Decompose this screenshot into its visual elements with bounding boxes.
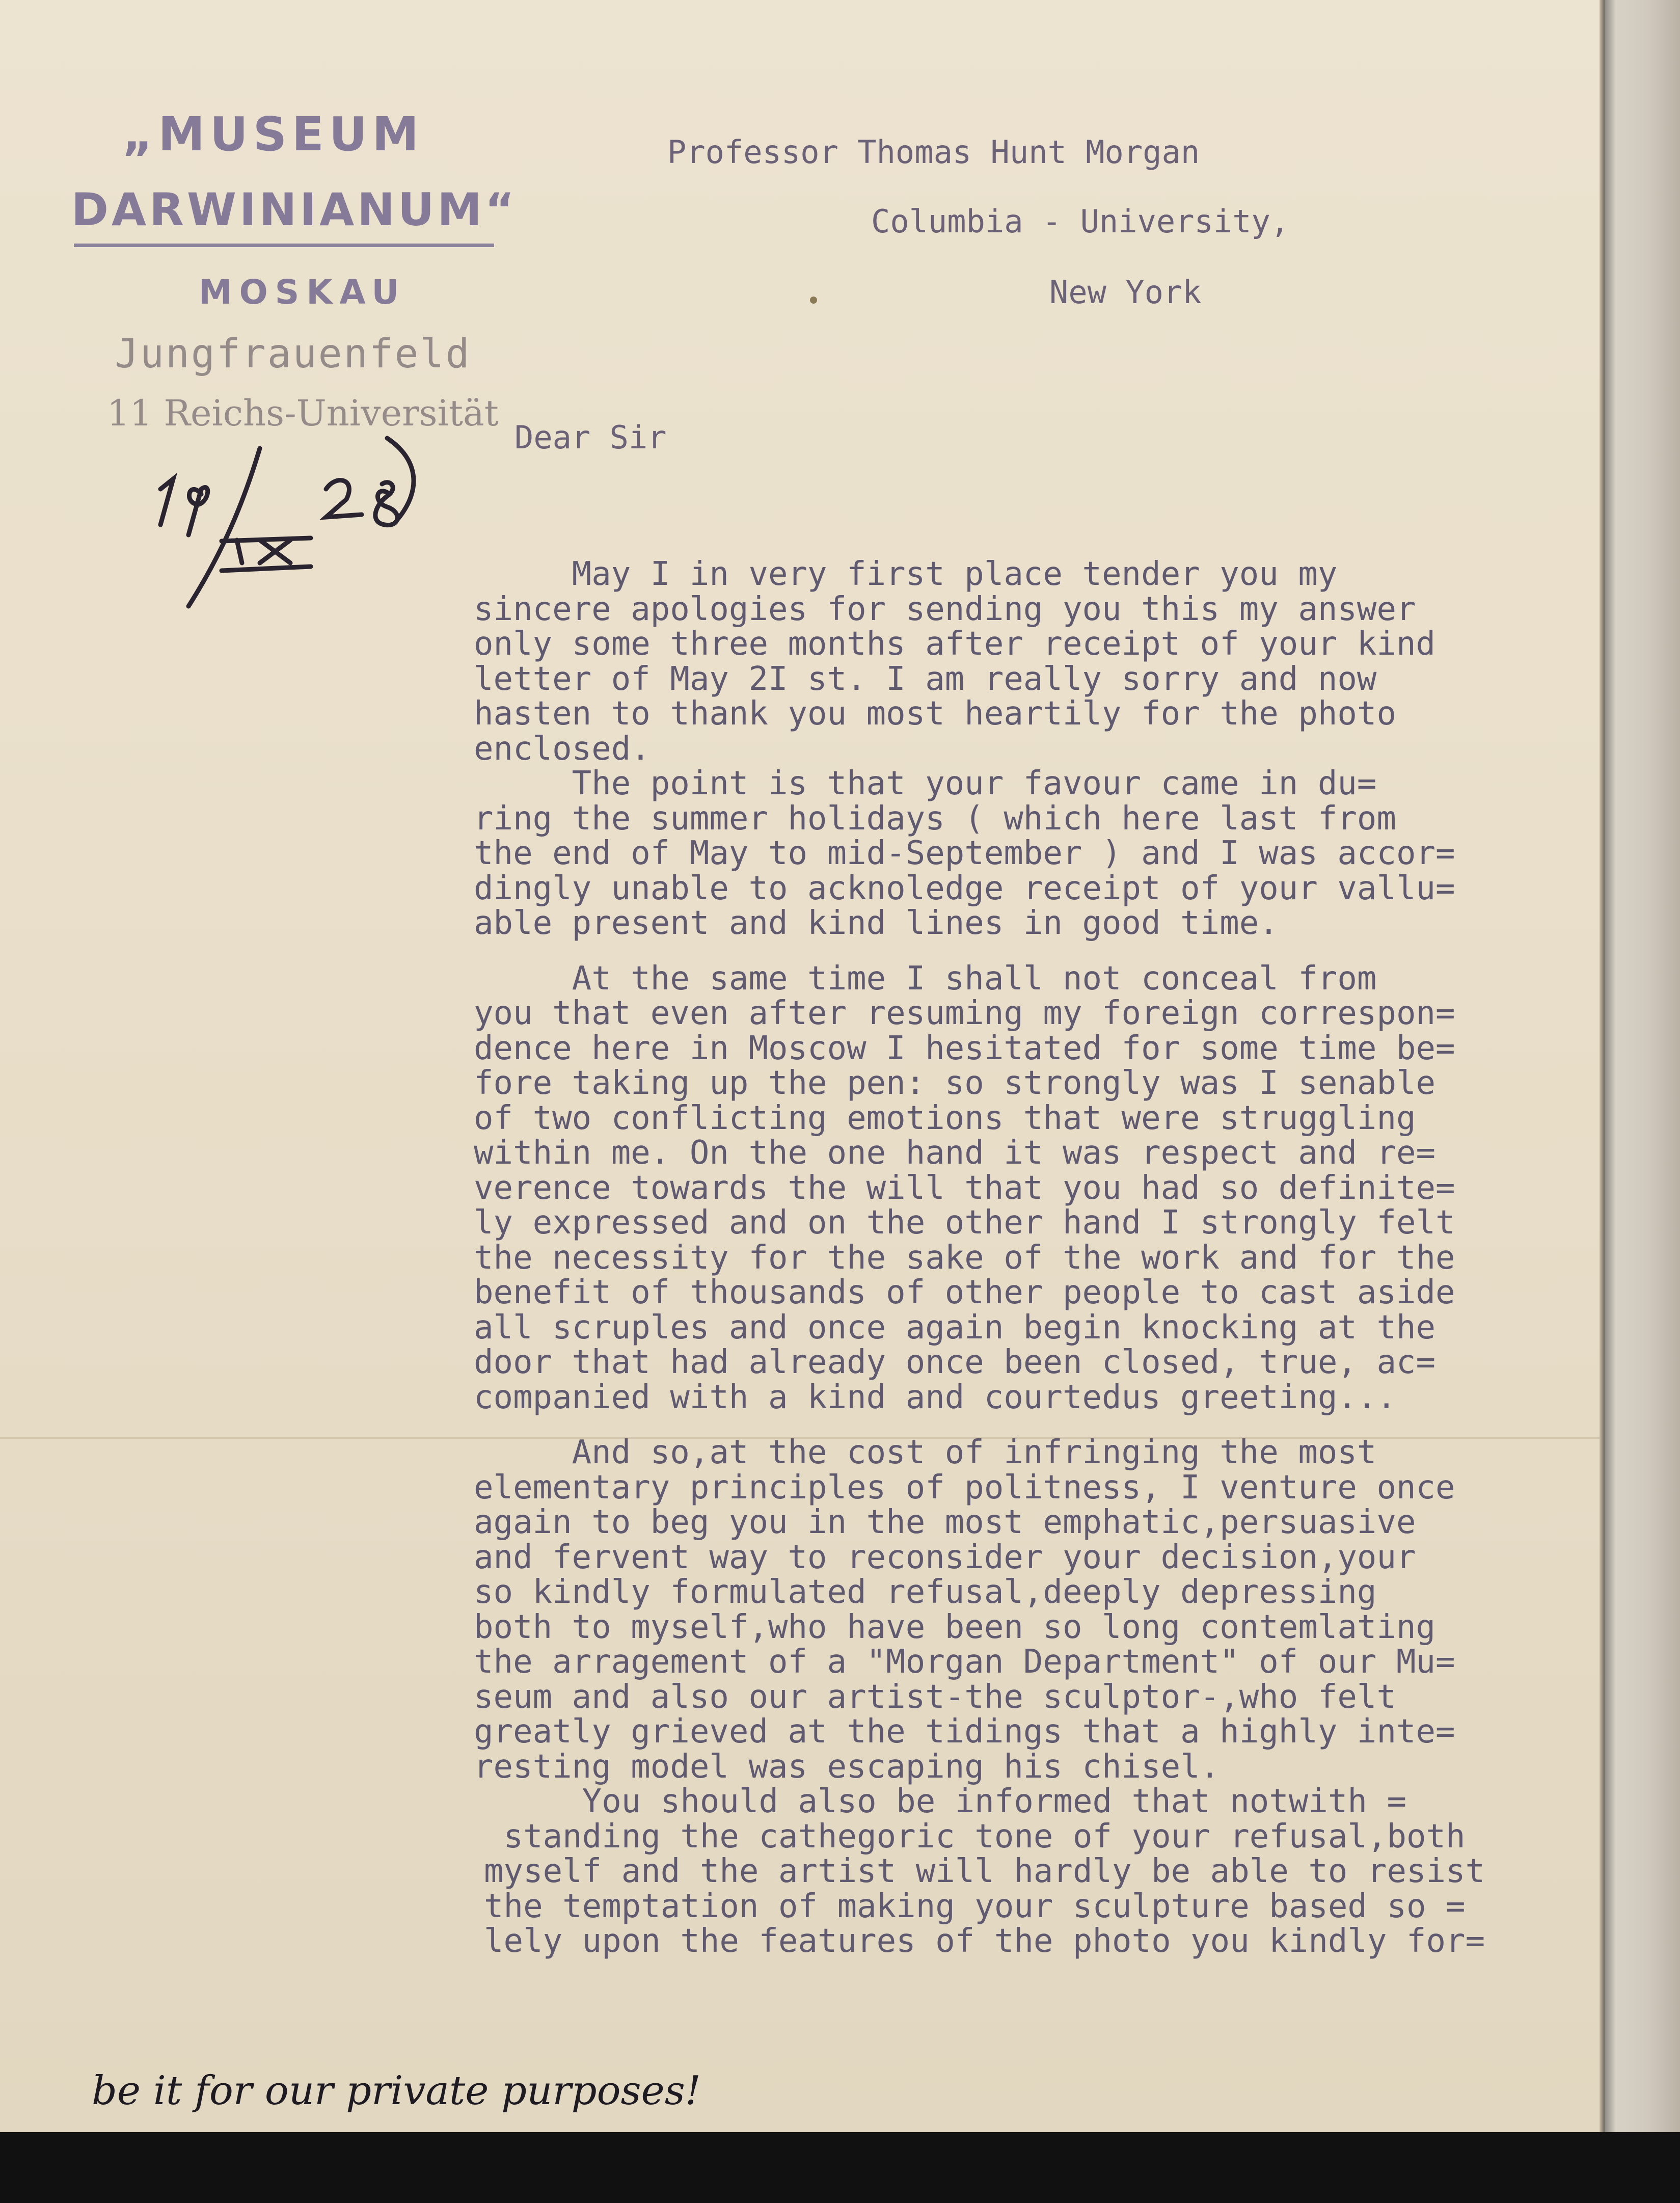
handwritten-note (82, 2058, 897, 2130)
stamp-address-line: 11 Reichs-Universität (107, 392, 499, 434)
body-line: fore taking up the pen: so strongly was I senable (474, 1064, 1436, 1102)
body-line: And so,at the cost of infringing the most (474, 1434, 1377, 1471)
body-line: ly expressed and on the other hand I strongly felt (474, 1204, 1455, 1242)
stamp-street-line: Jungfrauenfeld (115, 331, 471, 377)
stamp-museum-line: „MUSEUM (122, 107, 424, 162)
body-line: At the same time I shall not conceal from (474, 960, 1377, 998)
body-line: able present and kind lines in good time. (474, 904, 1279, 942)
body-line: resting model was escaping his chisel. (474, 1748, 1220, 1786)
body-line: companied with a kind and courtedus greeting... (474, 1379, 1396, 1416)
underlying-page-edge (1605, 0, 1680, 2132)
body-line: hasten to thank you most heartily for the photo (474, 695, 1396, 733)
body-line: all scruples and once again begin knocking at the (474, 1309, 1436, 1347)
body-line: so kindly formulated refusal,deeply depressing (474, 1573, 1377, 1611)
body-line: seum and also our artist-the sculptor-,who felt (474, 1678, 1396, 1716)
body-line: ring the summer holidays ( which here last from (474, 800, 1396, 838)
handwritten-note-text: be it for our private purposes! (92, 2068, 701, 2114)
body-line: verence towards the will that you had so definite= (474, 1169, 1455, 1207)
body-line: benefit of thousands of other people to cast aside (474, 1274, 1455, 1311)
body-line: elementary principles of politness, I venture once (474, 1469, 1455, 1507)
addressee-institution: Columbia - University, (871, 203, 1290, 240)
body-line: the necessity for the sake of the work and for the (474, 1239, 1455, 1277)
body-line: dence here in Moscow I hesitated for some time be= (474, 1030, 1455, 1067)
body-line: only some three months after receipt of your kind (474, 625, 1436, 663)
body-line: both to myself,who have been so long contemlating (474, 1608, 1436, 1646)
body-line: You should also be informed that notwith = (484, 1783, 1406, 1820)
addressee-city: New York (1049, 274, 1202, 311)
body-line: door that had already once been closed, true, ac= (474, 1344, 1436, 1381)
stamp-rule (74, 244, 494, 247)
body-line: The point is that your favour came in du= (474, 765, 1377, 802)
body-line: enclosed. (474, 730, 651, 768)
stamp-city-line: MOSKAU (199, 273, 407, 312)
salutation: Dear Sir (514, 419, 667, 456)
body-line: and fervent way to reconsider your decision,your (474, 1539, 1416, 1576)
body-line: of two conflicting emotions that were struggling (474, 1099, 1416, 1137)
paper-edge-shadow (1600, 0, 1605, 2132)
handwritten-date (112, 418, 469, 632)
body-line: you that even after resuming my foreign correspon= (474, 995, 1455, 1032)
body-line: the end of May to mid-September ) and I was accor= (474, 835, 1455, 872)
body-line: May I in very first place tender you my (474, 555, 1338, 593)
body-line: again to beg you in the most emphatic,persuasive (474, 1503, 1416, 1541)
body-line: lely upon the features of the photo you kindly for= (484, 1922, 1485, 1960)
ink-spot (810, 297, 817, 304)
body-line: letter of May 2I st. I am really sorry and now (474, 660, 1377, 698)
addressee-name: Professor Thomas Hunt Morgan (667, 133, 1200, 171)
stamp-darwinianum-line: DARWINIANUM“ (71, 183, 518, 236)
body-line: dingly unable to acknoledge receipt of your vallu= (474, 870, 1455, 907)
body-line: the temptation of making your sculpture based so = (484, 1888, 1466, 1925)
body-line: greatly grieved at the tidings that a highly inte= (474, 1713, 1455, 1751)
body-line: the arragement of a "Morgan Department" of our Mu= (474, 1643, 1455, 1681)
body-line: within me. On the one hand it was respect and re= (474, 1134, 1436, 1172)
body-line: standing the cathegoric tone of your refusal,both (484, 1818, 1466, 1856)
body-line: sincere apologies for sending you this my answer (474, 590, 1416, 628)
body-line: myself and the artist will hardly be able to resist (484, 1852, 1485, 1890)
